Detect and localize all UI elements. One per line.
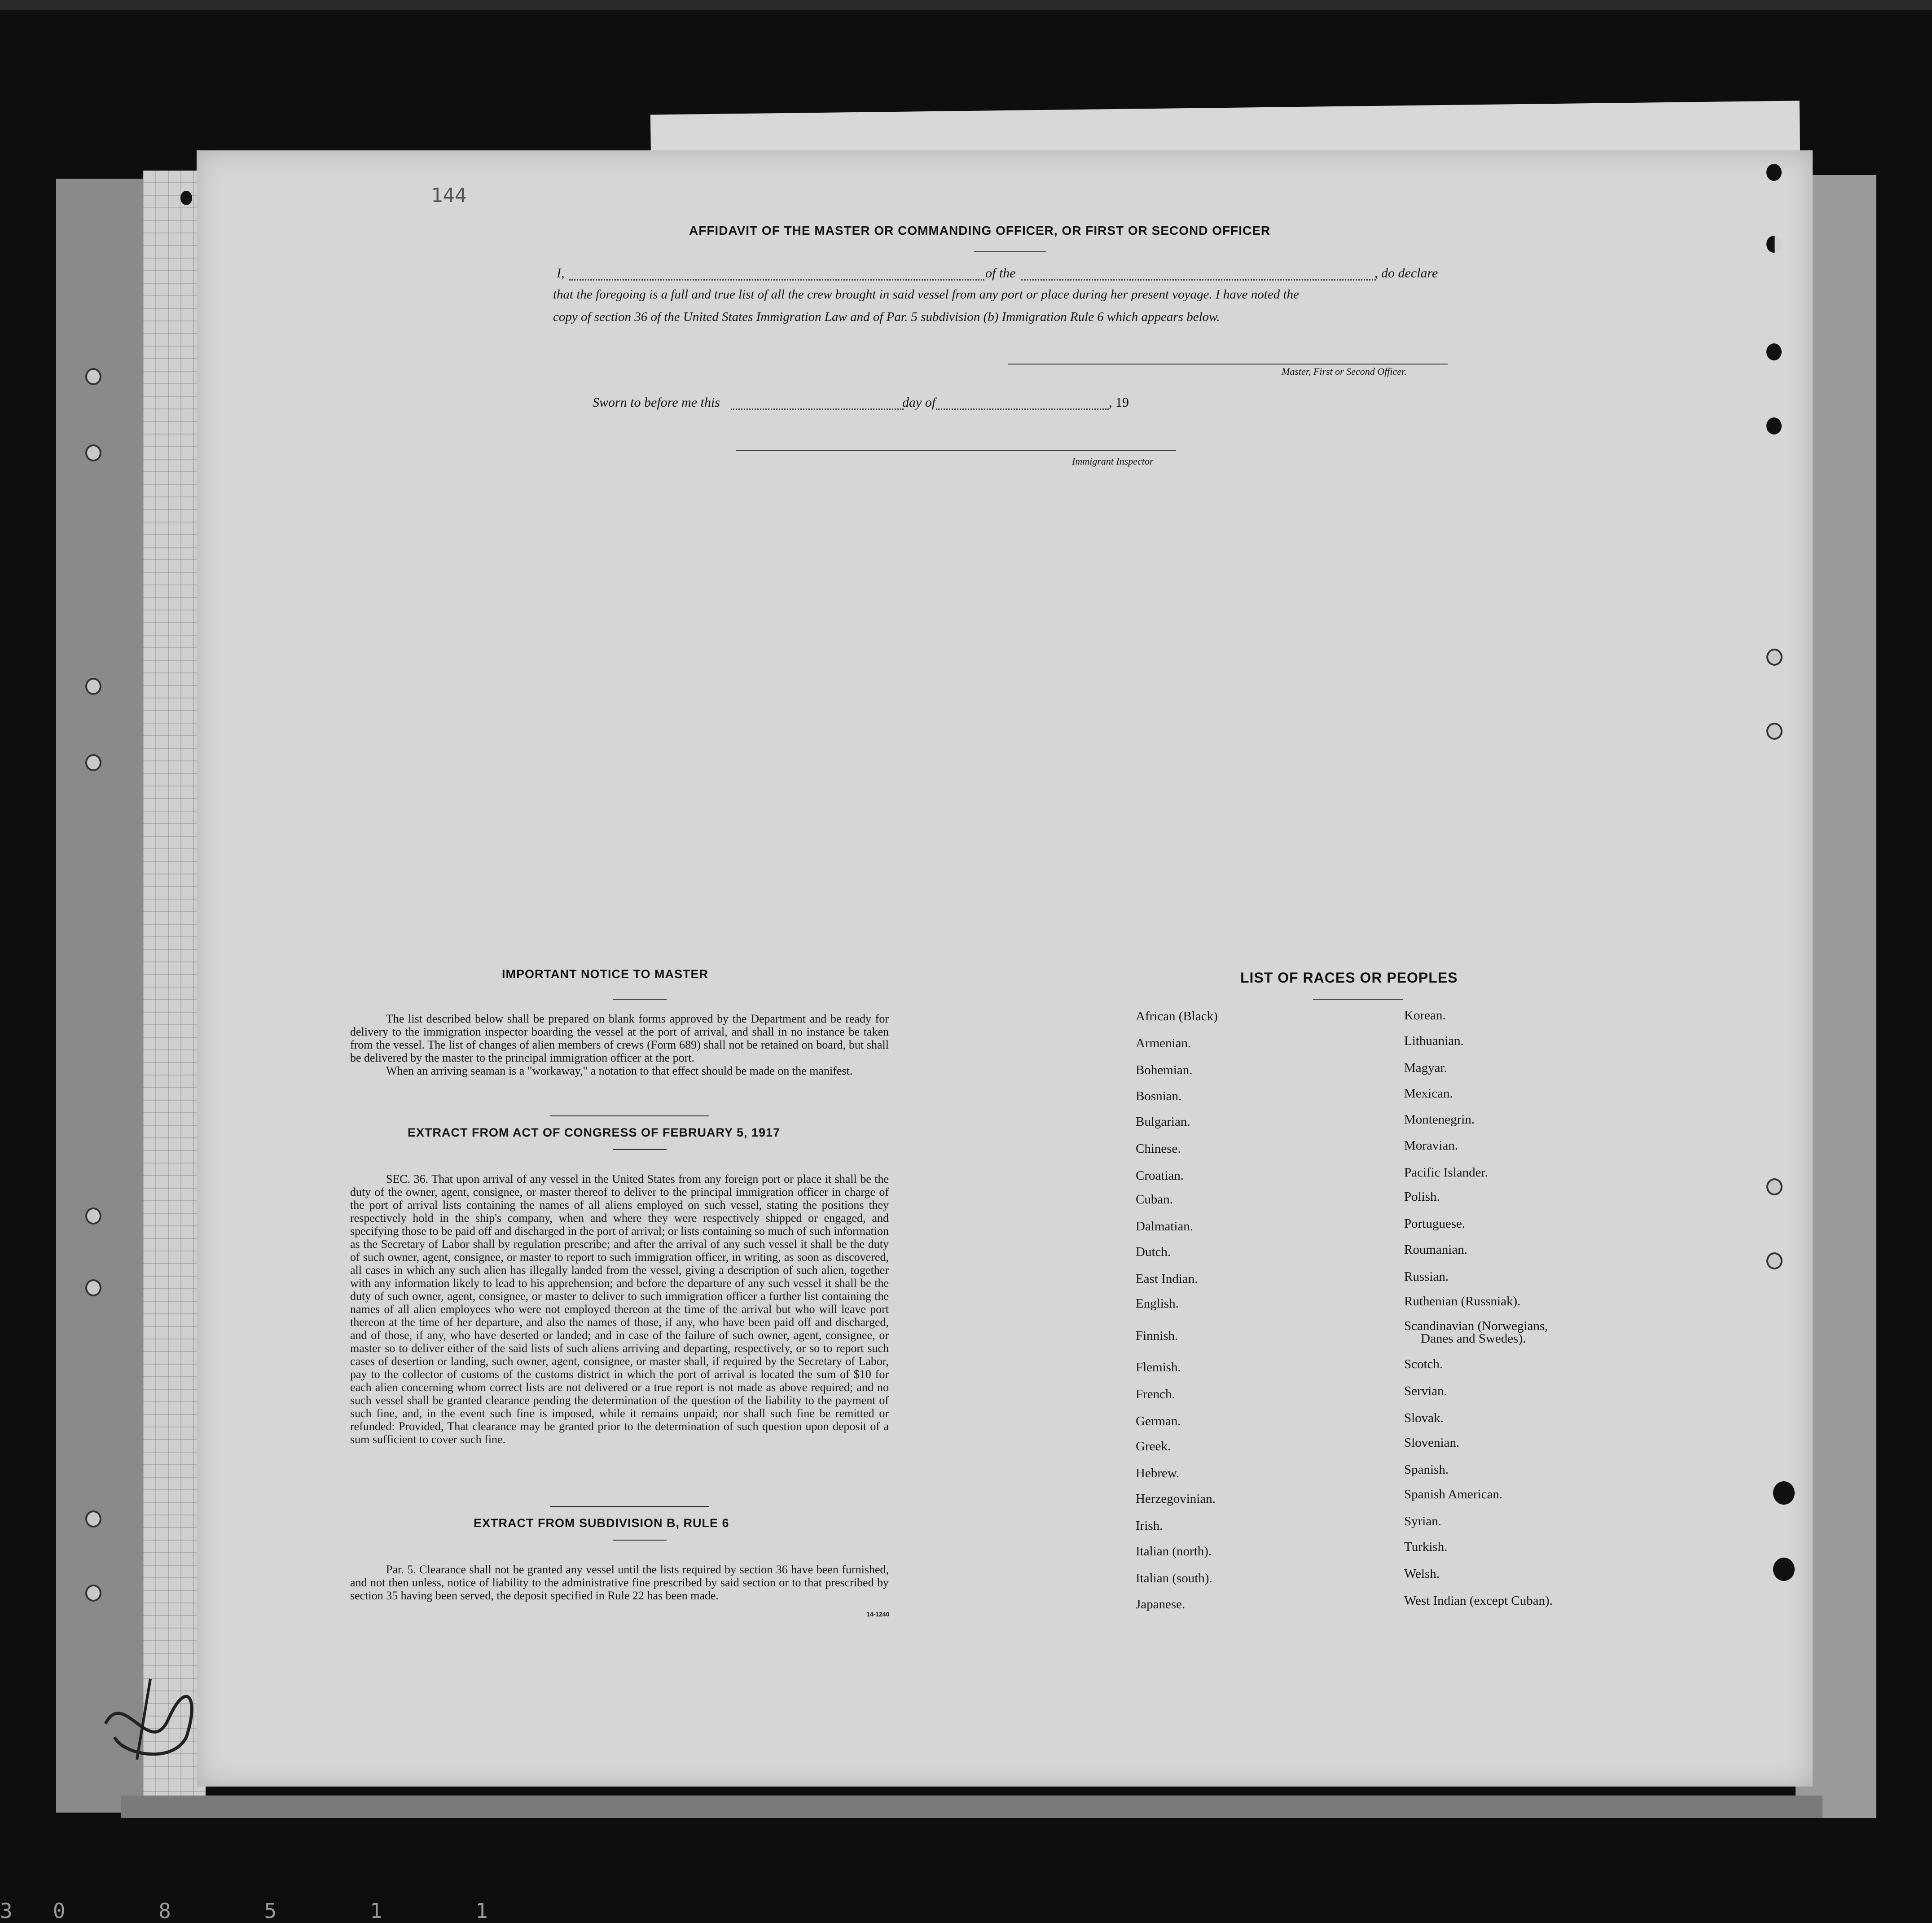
affidavit-of-the-label: of the — [985, 266, 1016, 281]
race-item: Greek. — [1136, 1439, 1171, 1453]
race-item: West Indian (except Cuban). — [1404, 1594, 1553, 1608]
race-item: Korean. — [1404, 1008, 1446, 1023]
notice-paragraph: When an arriving seaman is a "workaway," a notation to that effect should be made on the manifest. — [386, 1064, 853, 1077]
underlying-sheet-bottom — [121, 1796, 1822, 1818]
punch-hole — [85, 678, 101, 695]
race-item: Italian (north). — [1136, 1544, 1212, 1559]
race-item: Spanish American. — [1404, 1487, 1503, 1502]
title-underline — [974, 251, 1046, 252]
race-item: Slovenian. — [1404, 1436, 1460, 1450]
race-item: Polish. — [1404, 1190, 1440, 1204]
race-item: Flemish. — [1136, 1360, 1181, 1374]
races-title: LIST OF RACES OR PEOPLES — [1240, 970, 1458, 986]
race-item: Bulgarian. — [1136, 1115, 1190, 1129]
affidavit-title: AFFIDAVIT OF THE MASTER OR COMMANDING OFFICER, OR FIRST OR SECOND OFFICER — [689, 224, 1271, 237]
race-item: Japanese. — [1136, 1597, 1186, 1611]
rule-extract-title: EXTRACT FROM SUBDIVISION B, RULE 6 — [474, 1516, 729, 1530]
underlying-ruled-sheet — [143, 171, 206, 1804]
punch-hole — [1766, 1252, 1783, 1269]
film-edge-characters: 30 8 5 1 1 — [0, 1899, 528, 1923]
race-item: English. — [1136, 1296, 1179, 1311]
notice-title: IMPORTANT NOTICE TO MASTER — [502, 967, 708, 981]
race-item: African (Black) — [1136, 1009, 1218, 1023]
punch-hole — [85, 444, 101, 461]
race-item: Pacific Islander. — [1404, 1165, 1488, 1180]
race-item: German. — [1136, 1414, 1181, 1428]
act-title-underline — [613, 1149, 667, 1150]
punch-hole — [1773, 1558, 1795, 1581]
race-item: Dalmatian. — [1136, 1219, 1194, 1234]
race-item: Scandinavian (Norwegians, — [1404, 1319, 1548, 1333]
punch-hole — [1766, 649, 1783, 666]
page-number-mark: 144 — [431, 184, 467, 207]
race-item: French. — [1136, 1387, 1175, 1401]
form-number: 14-1240 — [866, 1611, 890, 1618]
races-title-underline — [1313, 999, 1403, 1000]
punch-hole — [85, 1279, 101, 1296]
punch-hole — [1766, 343, 1782, 360]
race-item: Chinese. — [1136, 1142, 1181, 1156]
race-item: Russian. — [1404, 1269, 1449, 1284]
inspector-signature-line[interactable] — [736, 450, 1176, 451]
race-item: Magyar. — [1404, 1061, 1447, 1075]
race-item: Spanish. — [1404, 1462, 1449, 1477]
race-item: Dutch. — [1136, 1245, 1171, 1259]
punch-hole — [85, 1510, 101, 1528]
race-item: Bohemian. — [1136, 1063, 1193, 1077]
race-item: Lithuanian. — [1404, 1034, 1464, 1048]
act-extract-title: EXTRACT FROM ACT OF CONGRESS OF FEBRUARY 5, 1917 — [408, 1126, 781, 1139]
handwritten-mark — [97, 1670, 204, 1769]
race-item: Syrian. — [1404, 1514, 1441, 1528]
document-page — [197, 150, 1813, 1787]
sworn-label: Sworn to before me this — [593, 395, 720, 410]
punch-hole — [1773, 1481, 1795, 1505]
punch-hole — [1766, 164, 1782, 181]
race-item: Irish. — [1136, 1519, 1163, 1533]
race-item: Slovak. — [1404, 1411, 1444, 1425]
race-item: Mexican. — [1404, 1086, 1453, 1101]
act-extract-body — [350, 1172, 889, 1446]
notice-body — [350, 1012, 889, 1077]
punch-hole — [1766, 1178, 1783, 1195]
underlying-sheet-left — [56, 179, 153, 1813]
race-item: Montenegrin. — [1404, 1112, 1475, 1127]
name-blank-line[interactable] — [569, 279, 984, 281]
rule-extract-body — [350, 1563, 889, 1602]
race-item: Portuguese. — [1404, 1216, 1466, 1231]
sworn-year-label: , 19 — [1109, 395, 1129, 410]
punch-hole — [85, 1207, 101, 1225]
notice-title-underline — [613, 999, 667, 1000]
sworn-month-blank-line[interactable] — [936, 408, 1109, 410]
race-item: Danes and Swedes). — [1421, 1331, 1526, 1346]
punch-hole — [1766, 417, 1782, 435]
race-item: Armenian. — [1136, 1036, 1191, 1050]
affidavit-i-label: I, — [557, 266, 565, 281]
race-item: Bosnian. — [1136, 1089, 1182, 1103]
rule-paragraph: Par. 5. Clearance shall not be granted any vessel until the lists required by section 36 have been furnished, and not then unless, notice of liability to the administrative fine prescribed by said section or to that prescribed by section 35 having been served, the deposit specified in Rule 22 has been made. — [350, 1563, 889, 1602]
punch-hole — [1766, 723, 1783, 740]
scan-frame-strip — [0, 0, 1932, 10]
race-item: Croatian. — [1136, 1168, 1184, 1183]
race-item: Hebrew. — [1136, 1466, 1180, 1480]
race-item: Ruthenian (Russniak). — [1404, 1294, 1521, 1308]
sworn-day-of-label: day of — [902, 395, 936, 410]
race-item: Turkish. — [1404, 1540, 1448, 1554]
punch-hole — [180, 191, 192, 205]
race-item: Servian. — [1404, 1384, 1447, 1398]
race-item: East Indian. — [1136, 1272, 1198, 1286]
race-item: Herzegovinian. — [1136, 1492, 1216, 1506]
race-item: Roumanian. — [1404, 1242, 1467, 1257]
race-item: Italian (south). — [1136, 1571, 1212, 1585]
affidavit-statement-line: that the foregoing is a full and true list of all the crew brought in said vessel from any port or place during her present voyage. I have noted the — [553, 287, 1299, 302]
race-item: Cuban. — [1136, 1192, 1173, 1207]
vessel-blank-line[interactable] — [1021, 279, 1376, 281]
section-divider — [550, 1115, 709, 1116]
punch-hole — [85, 754, 101, 771]
inspector-signature-caption: Immigrant Inspector — [1072, 456, 1154, 467]
act-paragraph: SEC. 36. That upon arrival of any vessel in the United States from any foreign port or place it shall be the duty of the owner, agent, consignee, or master thereof to deliver to the principal immigration officer in charge of the port of arrival lists containing the names of all aliens employed on such vessel, stating the positions they respectively hold in the ship's company, when and where they were respectively shipped or engaged, and specifying those to be paid off and discharged in the port of arrival; or lists containing so much of such information as the Secretary of Labor shall by regulation prescribe; and after the arrival of any such vessel it shall be the duty of such owner, agent, consignee, or master to report to such immigration officer, in writing, as soon as discovered, all cases in which any such alien has illegally landed from the vessel, giving a description of such alien, together with any information likely to lead to his apprehension; and before the departure of any such vessel it shall be the duty of such owner, agent, consignee, or master to deliver to such immigration officer a further list containing the names of all alien employees who were not employed thereon at the time of the arrival but who will leave port thereon at the time of her departure, and also the names of those, if any, who have been paid off and discharged, and of those, if any, who have deserted or landed; and in case of the failure of such owner, agent, consignee, or master so to deliver either of the said lists of such aliens arriving and departing, respectively, or so to report such cases of desertion or landing, such owner, agent, consignee, or master shall, if required by the Secretary of Labor, pay to the collector of customs of the customs district in which the port of arrival is located the sum of $10 for each alien concerning whom correct lists are not delivered or a true report is not made as above required; and no such vessel shall be granted clearance pending the determination of the question of the liability to the payment of such fine, and, in the event such fine is imposed, while it remains unpaid; nor shall such fine be remitted or refunded: Provided, That clearance may be granted prior to the determination of such question upon deposit of a sum sufficient to cover such fine. — [350, 1172, 889, 1446]
race-item: Moravian. — [1404, 1138, 1458, 1153]
sworn-day-blank-line[interactable] — [731, 408, 904, 410]
section-divider — [550, 1506, 709, 1507]
race-item: Welsh. — [1404, 1567, 1440, 1581]
rule-title-underline — [613, 1540, 667, 1541]
punch-hole — [1766, 236, 1782, 253]
punch-hole — [85, 368, 101, 385]
affidavit-declare-label: , do declare — [1374, 266, 1438, 281]
master-signature-caption: Master, First or Second Officer. — [1282, 366, 1407, 377]
notice-paragraph: The list described below shall be prepared on blank forms approved by the Department and be ready for delivery to the immigration inspector boarding the vessel at the port of arrival, and shall in no instance be taken from the vessel. The list of changes of alien members of crews (Form 689) shall not be retained on board, but shall be delivered by the master to the principal immigration officer at the port. — [350, 1012, 889, 1064]
affidavit-statement-line: copy of section 36 of the United States Immigration Law and of Par. 5 subdivision (b) Immigration Rule 6 which appears below. — [553, 310, 1220, 324]
race-item: Finnish. — [1136, 1329, 1178, 1343]
race-item: Scotch. — [1404, 1357, 1443, 1371]
punch-hole — [85, 1585, 101, 1602]
